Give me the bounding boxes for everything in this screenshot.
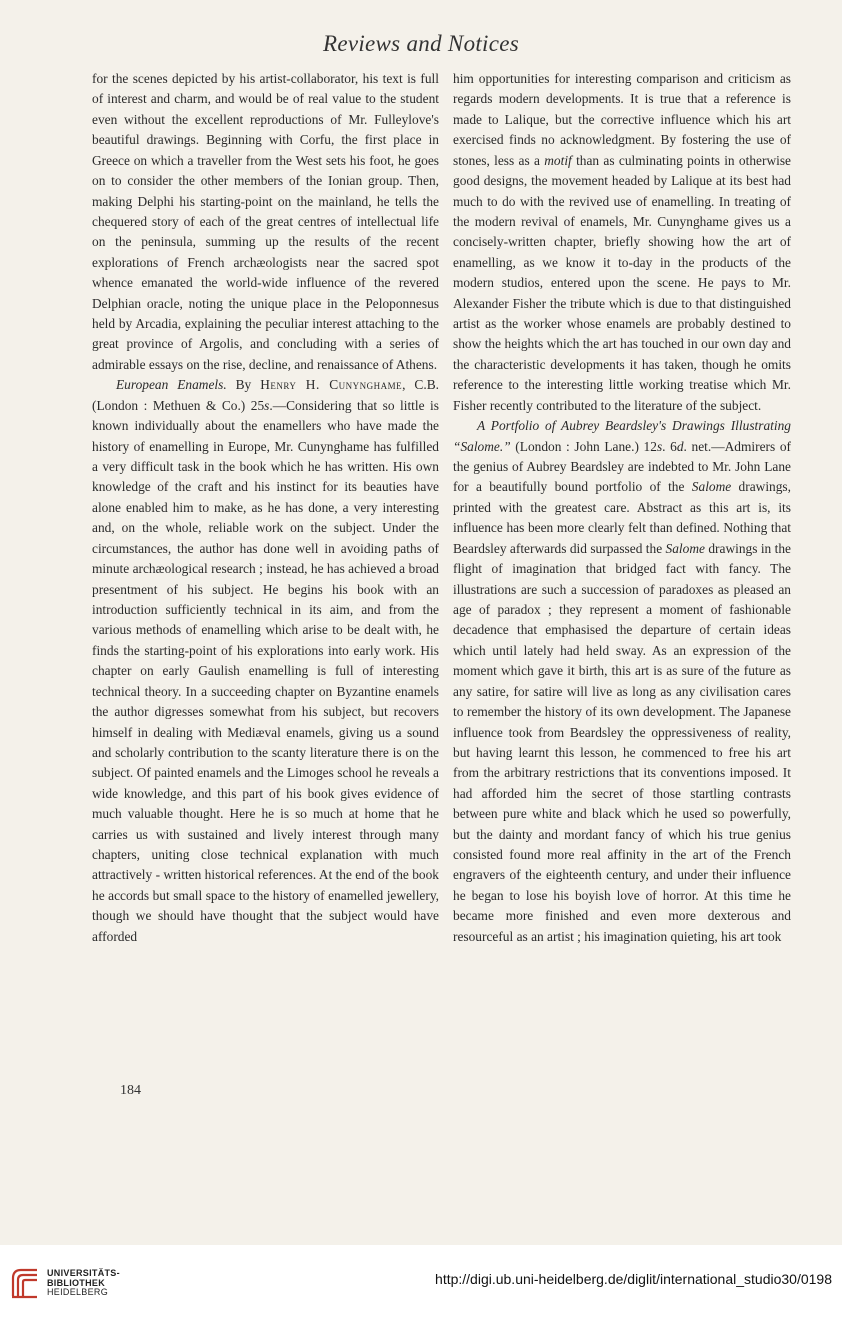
- right-column: [453, 69, 791, 947]
- author-name: Henry H. Cunynghame: [260, 377, 403, 393]
- source-url-link[interactable]: http://digi.ub.uni-heidelberg.de/diglit/international_studio30/0198: [435, 1271, 832, 1287]
- review-european-enamels: European Enamels. By Henry H. Cunynghame, C.B. (London : Methuen & Co.) 25s.—Considering that so little is known individually about the enamellers who have made the history of enamelling in Europe, Mr. Cunynghame has fulfilled a very difficult task in the book which he has written. His own knowledge of the craft and his instinct for its beauties have alone enabled him to make, as he has done, a very interesting and, on the whole, reliable work on the subject. Under the circumstances, the author has done well in avoiding paths of minute archæological research ; instead, he has achieved a broad presentment of his subject. He begins his book with an introduction sufficiently technical in its aim, and from the various methods of enamelling which arise to be dealt with, he finds the starting-point of his explorations into early work. His chapter on early Gaulish enamelling is full of interesting technical theory. In a succeeding chapter on Byzantine enamels the author digresses somewhat from his subject, but recovers himself in dealing with Mediæval enamels, giving us a sound and scholarly contribution to the scanty literature there is on the subject. Of painted enamels and the Limoges school he reveals a wide knowledge, and this part of his book gives evidence of much valuable thought. Here he is so much at home that he carries us with sustained and lively interest through many chapters, uniting close technical explanation with much attractively - written historical references. At the end of the book he accords but small space to the history of enamelled jewellery, though we should have thought that the subject would have afforded: [92, 377, 439, 944]
- page-number: 184: [120, 1083, 141, 1098]
- library-logo-text: UNIVERSITÄTS- BIBLIOTHEK HEIDELBERG: [47, 1268, 120, 1297]
- book-title: European Enamels.: [116, 377, 227, 393]
- library-logo-icon: [10, 1266, 40, 1300]
- book-title: A Portfolio of Aubrey Beardsley's Drawings Illustrating: [477, 418, 791, 434]
- left-column: [92, 69, 439, 947]
- running-head: Reviews and Notices: [322, 31, 520, 56]
- paragraph: him opportunities for interesting comparison and criticism as regards modern developments. It is true that a reference is made to Lalique, but the corrective influence which his art exercised finds no acknowledgment. By fostering the use of stones, less as a motif than as culminating points in otherwise good designs, the movement headed by Lalique at its best had much to do with the revived use of enamelling. In treating of the modern revival of enamels, Mr. Cunynghame gives us a concisely-written chapter, briefly showing how the art of enamelling, as we know it to-day in the products of the modern studios, entered upon the scene. He pays to Mr. Alexander Fisher the tribute which is due to that distinguished artist as the worker whose enamels are probably destined to show the heights which the art has touched in our own day and the characteristic developments it has taken, though he omits reference to the interesting little working treatise which Mr. Fisher recently contributed to the literature of the subject.: [453, 71, 791, 413]
- paragraph: for the scenes depicted by his artist-collaborator, his text is full of interest and charm, and would be of real value to the student even without the excellent reproductions of Mr. Fulleylove's beautiful drawings. Beginning with Corfu, the first place in Greece on which a traveller from the West sets his foot, he goes on to consider the other members of the Ionian group. Then, making Delphi his starting-point on the mainland, he tells the chequered story of each of the great centres of intellectual life on the peninsula, summing up the results of the recent explorations of French archæologists near the sacred spot whence emanated the world-wide influence of the revered Delphian oracle, noting the unique place in the Peloponnesus held by Arcadia, explaining the peculiar interest attaching to the great province of Argolis, and concluding with a series of admirable essays on the rise, decline, and renaissance of Athens.: [92, 71, 439, 372]
- review-beardsley-portfolio: A Portfolio of Aubrey Beardsley's Drawings Illustrating “Salome.” (London : John Lane.) 12s. 6d. net.—Admirers of the genius of Aubrey Beardsley are indebted to Mr. John Lane for a beautifully bound portfolio of the Salome drawings, printed with the greatest care. Abstract as this art is, its influence has been more clearly felt than defined. Nothing that Beardsley afterwards did surpassed the Salome drawings in the flight of imagination that bridged fact with fancy. The illustrations are such a succession of paradoxes as pleased an age of paradox ; they represent a moment of fashionable decadence that emphasised the departure of certain ideas which until lately had held sway. As an expression of the moment which gave it birth, this art is as sure of the future as any satire, for satire will live as long as any civilisation cares to remember the history of its own development. The Japanese influence took from Beardsley the oppressiveness of reality, but having learnt this lesson, he commenced to free his art from the arbitrary restrictions that its conventions imposed. It had afforded him the secret of those startling contrasts between pure white and black which he used so powerfully, but the dainty and mordant fancy of which his true genius consisted found more real affinity in the art of the French engravers of the eighteenth century, and under their influence he began to lose his boyish love of horror. At this time he became more finished and even more dexterous and resourceful as an artist ; his imagination quieting, his art took: [453, 418, 791, 944]
